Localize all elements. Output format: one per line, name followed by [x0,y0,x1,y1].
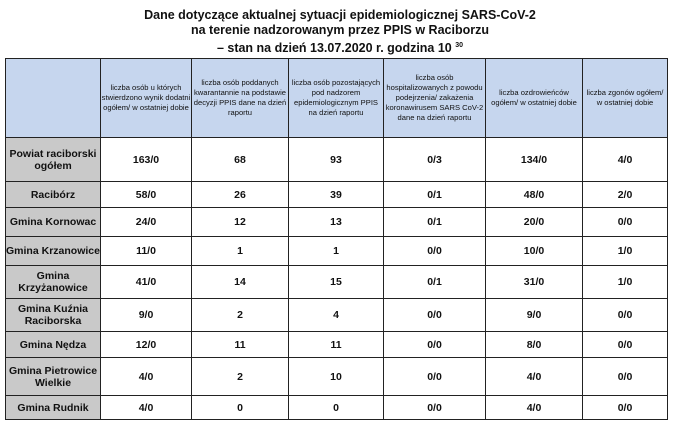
cell-hospitalized: 0/1 [384,266,486,299]
cell-positive: 11/0 [101,237,192,266]
cell-supervision: 11 [289,332,384,358]
cell-positive: 4/0 [101,358,192,396]
title-line-3-text: – stan na dzień 13.07.2020 r. godzina 10 [216,41,452,56]
epidemiological-table [5,58,668,420]
table-row [6,182,668,208]
table-row [6,266,668,299]
cell-deaths: 0/0 [583,396,668,420]
row-label: Powiat raciborski ogółem [6,138,101,182]
cell-supervision: 39 [289,182,384,208]
cell-supervision: 13 [289,208,384,237]
cell-quarantine: 68 [192,138,289,182]
cell-positive: 12/0 [101,332,192,358]
cell-hospitalized: 0/0 [384,358,486,396]
title-line-3 [0,38,680,56]
cell-recovered: 134/0 [486,138,583,182]
header-supervision: liczba osób pozostających pod nadzorem epidemiologicznym PPIS na dzień raportu [289,59,384,138]
cell-hospitalized: 0/0 [384,396,486,420]
cell-supervision: 1 [289,237,384,266]
cell-deaths: 0/0 [583,332,668,358]
report-title [0,8,680,56]
cell-quarantine: 2 [192,299,289,332]
table-row [6,237,668,266]
cell-deaths: 0/0 [583,208,668,237]
cell-recovered: 31/0 [486,266,583,299]
cell-hospitalized: 0/0 [384,299,486,332]
row-label: Gmina Kuźnia Raciborska [6,299,101,332]
cell-hospitalized: 0/1 [384,208,486,237]
cell-deaths: 4/0 [583,138,668,182]
cell-deaths: 2/0 [583,182,668,208]
cell-positive: 4/0 [101,396,192,420]
header-deaths: liczba zgonów ogółem/ w ostatniej dobie [583,59,668,138]
title-line-1: Dane dotyczące aktualnej sytuacji epidemiologicznej SARS-CoV-2 [144,8,536,22]
header-recovered: liczba ozdrowieńców ogółem/ w ostatniej dobie [486,59,583,138]
cell-quarantine: 14 [192,266,289,299]
cell-deaths: 1/0 [583,266,668,299]
header-hospitalized: liczba osób hospitalizowanych z powodu podejrzenia/ zakażenia koronawirusem SARS CoV-2 dane na dzień raportu [384,59,486,138]
cell-supervision: 4 [289,299,384,332]
cell-quarantine: 0 [192,396,289,420]
cell-hospitalized: 0/0 [384,237,486,266]
cell-deaths: 0/0 [583,299,668,332]
cell-supervision: 10 [289,358,384,396]
cell-quarantine: 12 [192,208,289,237]
title-hour-minutes: 30 [455,42,464,49]
cell-quarantine: 1 [192,237,289,266]
header-positive-cases: liczba osób u których stwierdzono wynik dodatni ogółem/ w ostatniej dobie [101,59,192,138]
cell-hospitalized: 0/3 [384,138,486,182]
cell-recovered: 8/0 [486,332,583,358]
cell-recovered: 4/0 [486,358,583,396]
header-quarantine: liczba osób poddanych kwarantannie na podstawie decyzji PPIS dane na dzień raportu [192,59,289,138]
cell-deaths: 0/0 [583,358,668,396]
header-corner-cell [6,59,101,138]
cell-quarantine: 2 [192,358,289,396]
row-label: Gmina Pietrowice Wielkie [6,358,101,396]
table-row [6,208,668,237]
cell-positive: 41/0 [101,266,192,299]
table-row [6,138,668,182]
cell-recovered: 9/0 [486,299,583,332]
table-row [6,332,668,358]
row-label: Gmina Nędza [6,332,101,358]
table-row [6,396,668,420]
cell-quarantine: 11 [192,332,289,358]
cell-recovered: 10/0 [486,237,583,266]
title-line-2: na terenie nadzorowanym przez PPIS w Raciborzu [191,23,489,37]
cell-positive: 24/0 [101,208,192,237]
cell-supervision: 0 [289,396,384,420]
cell-quarantine: 26 [192,182,289,208]
row-label: Gmina Krzyżanowice [6,266,101,299]
cell-hospitalized: 0/1 [384,182,486,208]
row-label: Racibórz [6,182,101,208]
cell-deaths: 1/0 [583,237,668,266]
cell-hospitalized: 0/0 [384,332,486,358]
cell-positive: 9/0 [101,299,192,332]
cell-supervision: 93 [289,138,384,182]
row-label: Gmina Rudnik [6,396,101,420]
cell-supervision: 15 [289,266,384,299]
row-label: Gmina Kornowac [6,208,101,237]
cell-recovered: 20/0 [486,208,583,237]
cell-positive: 58/0 [101,182,192,208]
cell-recovered: 48/0 [486,182,583,208]
cell-recovered: 4/0 [486,396,583,420]
table-header-row [6,59,668,138]
row-label: Gmina Krzanowice [6,237,101,266]
table-row [6,358,668,396]
cell-positive: 163/0 [101,138,192,182]
table-row [6,299,668,332]
